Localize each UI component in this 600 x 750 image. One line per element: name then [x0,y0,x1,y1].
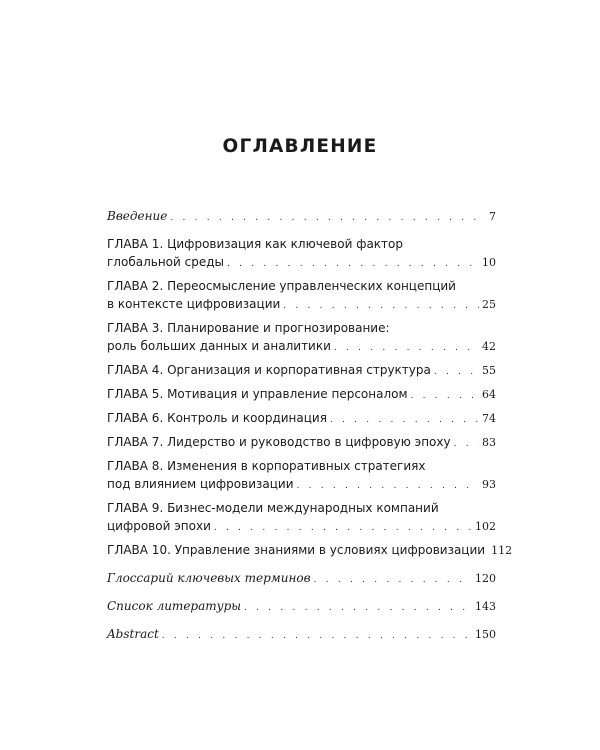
toc-page-number: 102 [475,520,496,533]
toc-entry-title: ГЛАВА 7. Лидерство и руководство в цифровую эпоху [107,435,451,449]
toc-page-number: 143 [475,600,496,613]
toc-entry-title: ГЛАВА 5. Мотивация и управление персоналом [107,387,408,401]
dot-leader [411,387,479,405]
toc-entry-title: роль больших данных и аналитики [107,339,331,353]
toc-entry[interactable] [107,433,496,453]
toc-entry-title: ГЛАВА 8. Изменения в корпоративных стратегиях [107,459,426,473]
toc-entry-title: под влиянием цифровизации [107,477,294,491]
dot-leader [314,571,472,589]
toc-entry-title: глобальной среды [107,255,224,269]
toc-entry[interactable] [107,499,496,537]
toc-page-number: 120 [475,572,496,585]
toc-entry[interactable] [107,319,496,357]
toc-entry[interactable] [107,409,496,429]
toc-page-number: 10 [482,256,496,269]
toc-entry-title: ГЛАВА 2. Переосмысление управленческих концепций [107,279,456,293]
toc-entry-title: ГЛАВА 4. Организация и корпоративная структура [107,363,431,377]
dot-leader [283,297,479,315]
toc-entry-title: ГЛАВА 1. Цифровизация как ключевой фактор [107,237,404,251]
toc-entry[interactable] [107,277,496,315]
toc-page-number: 74 [482,412,496,425]
toc-page-number: 83 [482,436,496,449]
toc-entry[interactable] [107,361,496,381]
toc-entry-title: ГЛАВА 9. Бизнес-модели международных компаний [107,501,439,515]
dot-leader [330,411,479,429]
toc-page-number: 42 [482,340,496,353]
dot-leader [170,209,486,227]
toc-page-number: 55 [482,364,496,377]
toc-entry-title: Список литературы [107,599,242,613]
dot-leader [434,363,479,381]
toc-entry[interactable] [107,207,496,227]
dot-leader [227,255,479,273]
toc-entry-title: Введение [107,209,168,223]
toc-entry-title: цифровой эпохи [107,519,211,533]
toc-entry[interactable] [107,625,496,645]
toc-entry[interactable] [107,597,496,617]
dot-leader [244,599,472,617]
toc-page-number: 25 [482,298,496,311]
dot-leader [454,435,479,453]
toc-page-number: 93 [482,478,496,491]
dot-leader [214,519,472,537]
table-of-contents [107,207,513,645]
toc-entry-title: ГЛАВА 3. Планирование и прогнозирование: [107,321,390,335]
toc-entry[interactable] [107,541,513,561]
page-title: ОГЛАВЛЕНИЕ [222,136,378,157]
toc-entry-title: в контексте цифровизации [107,297,281,311]
dot-leader [334,339,479,357]
toc-entry-title: ГЛАВА 10. Управление знаниями в условиях цифровизации [107,543,486,557]
toc-page-number: 64 [482,388,496,401]
toc-page-number: 150 [475,628,496,641]
toc-page-number: 112 [491,544,513,557]
toc-entry[interactable] [107,569,496,589]
toc-entry[interactable] [107,457,496,495]
dot-leader [297,477,479,495]
toc-entry-title: Abstract [107,627,159,641]
toc-entry-title: ГЛАВА 6. Контроль и координация [107,411,327,425]
toc-page-number: 7 [489,210,496,223]
dot-leader [162,627,472,645]
toc-entry-title: Глоссарий ключевых терминов [107,571,311,585]
toc-entry[interactable] [107,385,496,405]
toc-entry[interactable] [107,235,496,273]
